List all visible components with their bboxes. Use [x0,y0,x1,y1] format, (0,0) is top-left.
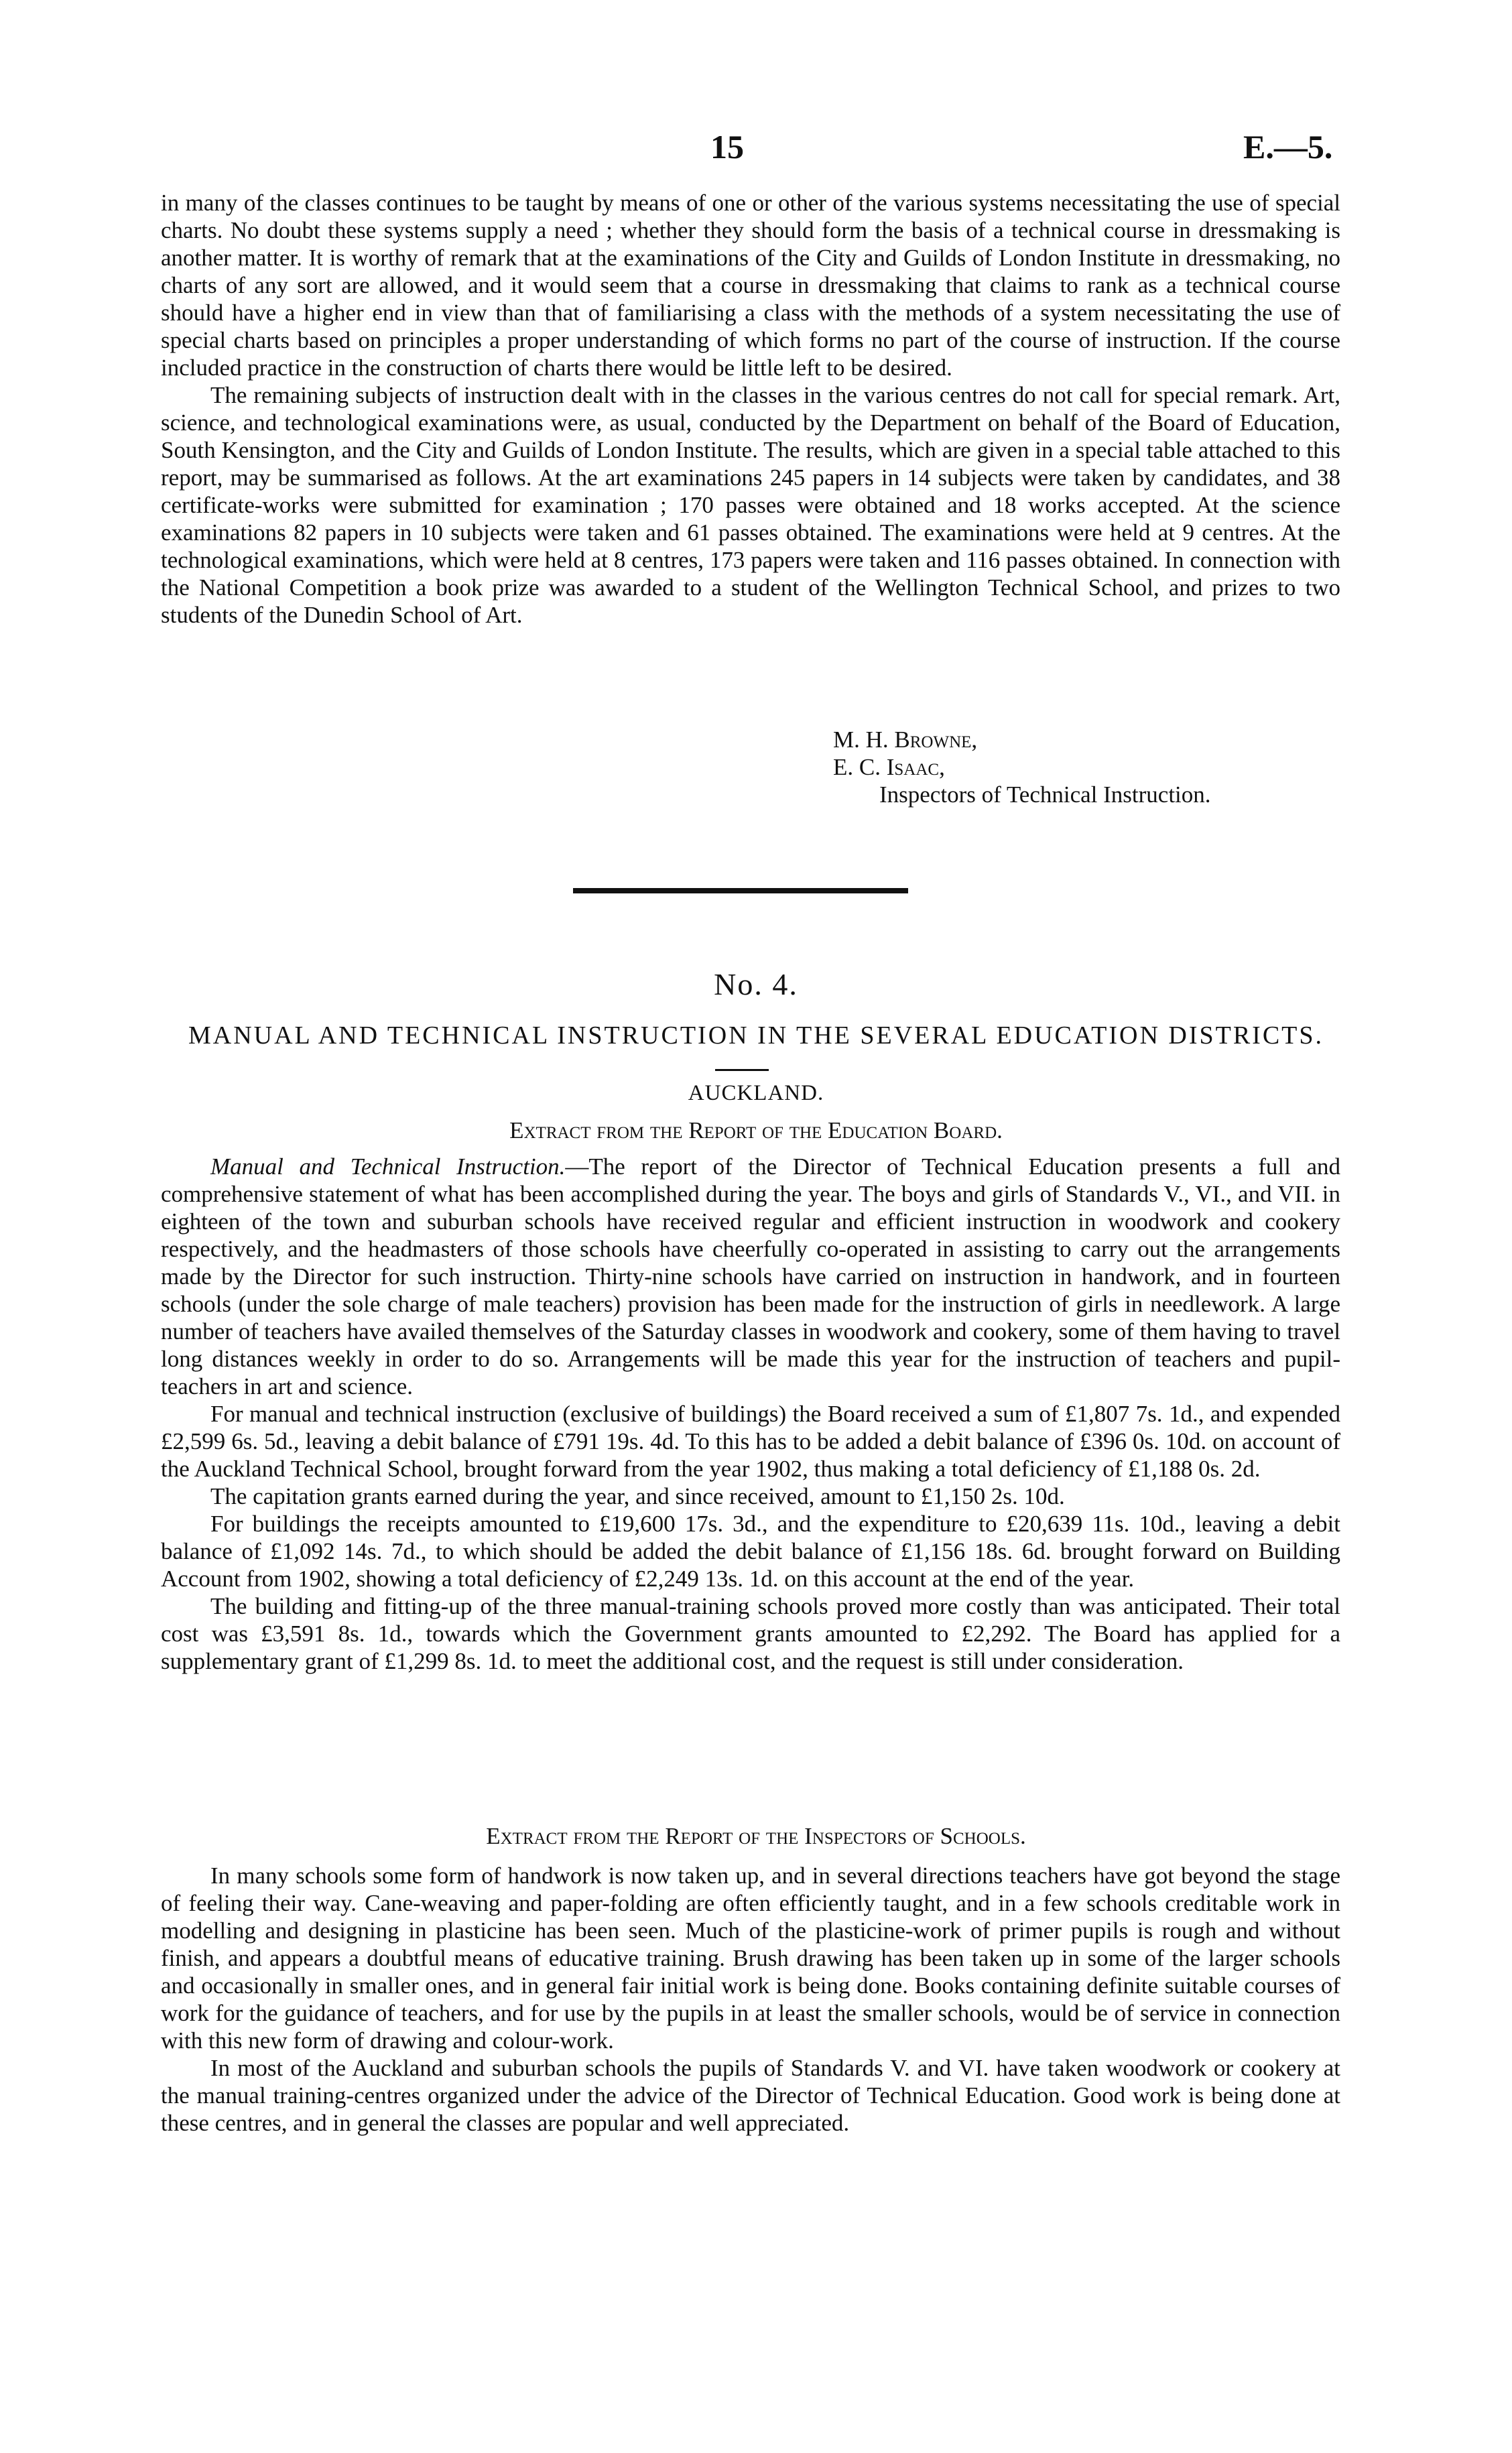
page-number: 15 [710,128,744,166]
signature-name-isaac: E. C. Isaac, [833,754,945,780]
extract-title-inspectors: Extract from the Report of the Inspectors of Schools. [486,1823,1026,1849]
section-education-board-report [161,1153,1340,1675]
paragraph-capitation: The capitation grants earned during the year, and since received, amount to £1,150 2s. 10d. [210,1483,1065,1509]
section-heading: MANUAL AND TECHNICAL INSTRUCTION IN THE SEVERAL EDUCATION DISTRICTS. [188,1021,1324,1050]
paragraph-manual-technical-text: —The report of the Director of Technical Education presents a full and comprehensive statement of what has been accomplished during the year. The boys and girls of Standards V., VI., and VII. in eighteen of the town and suburban schools have received regular and efficient instruction in woodwork and cookery respectively, and the headmasters of those schools have cheerfully co-operated in assisting to carry out the arrangements made by the Director for such instruction. Thirty-nine schools have carried on instruction in handwork, and in fourteen schools (under the sole charge of male teachers) provision has been made for the instruction of girls in needlework. A large number of teachers have availed themselves of the Saturday classes in woodwork and cookery, some of them having to travel long distances weekly in order to do so. Arrangements will be made this year for the instruction of teachers and pupil-teachers in art and science. [161,1153,1340,1399]
heading-underline-rule [715,1069,769,1071]
paragraph-dressmaking: in many of the classes continues to be taught by means of one or other of the various systems necessitating the use of special charts. No doubt these systems supply a need ; whether they should form the basis of a technical course in dressmaking is another matter. It is worthy of remark that at the examinations of the City and Guilds of London Institute in dressmaking, no charts of any sort are allowed, and it would seem that a course in dressmaking that claims to rank as a technical course should have a higher end in view than that of familiarising a class with the methods of a system necessitating the use of special charts based on principles a proper understanding of which forms no part of the course of instruction. If the course included practice in the construction of charts there would be little left to be desired. [161,190,1340,381]
document-number: No. 4. [714,967,798,1001]
paragraph-handwork: In many schools some form of handwork is now taken up, and in several directions teachers have got beyond the stage of feeling their way. Cane-weaving and paper-folding are often efficiently taught, and in a few schools creditable work in modelling and designing in plasticine has been seen. Much of the plasticine-work of primer pupils is rough and without finish, and appears a doubtful means of educative training. Brush drawing has been taken up in some of the larger schools and occasionally in smaller ones, and in general fair initial work is being done. Books containing definite suitable courses of work for the guidance of teachers, and for use by the pupils in at least the smaller schools, would be of service in connection with this new form of drawing and colour-work. [161,1863,1340,2054]
signature-name-browne: M. H. Browne, [833,727,978,753]
region-heading: AUCKLAND. [688,1081,824,1105]
paragraph-manual-technical [161,1153,1340,1400]
paragraph-buildings: For buildings the receipts amounted to £19,600 17s. 3d., and the expenditure to £20,639 11s. 10d., leaving a debit balance of £1,092 14s. 7d., to which should be added the debit balance of £1,156 18s. 6d. brought forward on Building Account from 1902, showing a total deficiency of £2,249 13s. 1d. on this account at the end of the year. [161,1511,1340,1592]
paragraph-training-centres: In most of the Auckland and suburban schools the pupils of Standards V. and VI. have taken woodwork or cookery at the manual training-centres organized under the advice of the Director of Technical Education. Good work is being done at these centres, and in general the classes are popular and well appreciated. [161,2055,1340,2136]
signature-title: Inspectors of Technical Instruction. [879,781,1211,808]
paragraph-funding: For manual and technical instruction (exclusive of buildings) the Board received a sum of £1,807 7s. 1d., and expended £2,599 6s. 5d., leaving a debit balance of £791 19s. 4d. To this has to be added a debit balance of £396 0s. 10d. on account of the Auckland Technical School, brought forward from the year 1902, thus making a total deficiency of £1,188 0s. 2d. [161,1401,1340,1482]
section-technical-instruction-report [161,189,1340,629]
paragraph-examinations: The remaining subjects of instruction dealt with in the classes in the various centres do not call for special remark. Art, science, and technological examinations were, as usual, conducted by the Department on behalf of the Board of Education, South Kensington, and the City and Guilds of London Institute. The results, which are given in a special table attached to this report, may be summarised as follows. At the art examinations 245 papers in 14 subjects were taken by candidates, and 38 certificate-works were submitted for examination ; 170 passes were obtained and 18 works accepted. At the science examinations 82 papers in 10 subjects were taken and 61 passes obtained. The examinations were held at 9 centres. At the technological examinations, which were held at 8 centres, 173 papers were taken and 116 passes obtained. In connection with the National Competition a book prize was awarded to a student of the Wellington Technical School, and prizes to two students of the Dunedin School of Art. [161,382,1340,628]
document-reference: E.—5. [1243,128,1333,166]
paragraph-training-schools: The building and fitting-up of the three manual-training schools proved more costly than was anticipated. Their total cost was £3,591 8s. 1d., towards which the Government grants amounted to £2,292. The Board has applied for a supplementary grant of £1,299 8s. 1d. to meet the additional cost, and the request is still under consideration. [161,1593,1340,1674]
section-divider-rule [573,888,908,893]
extract-title-education-board: Extract from the Report of the Education Board. [509,1117,1003,1143]
lead-italic-heading: Manual and Technical Instruction. [210,1153,566,1180]
section-inspectors-report [161,1862,1340,2137]
